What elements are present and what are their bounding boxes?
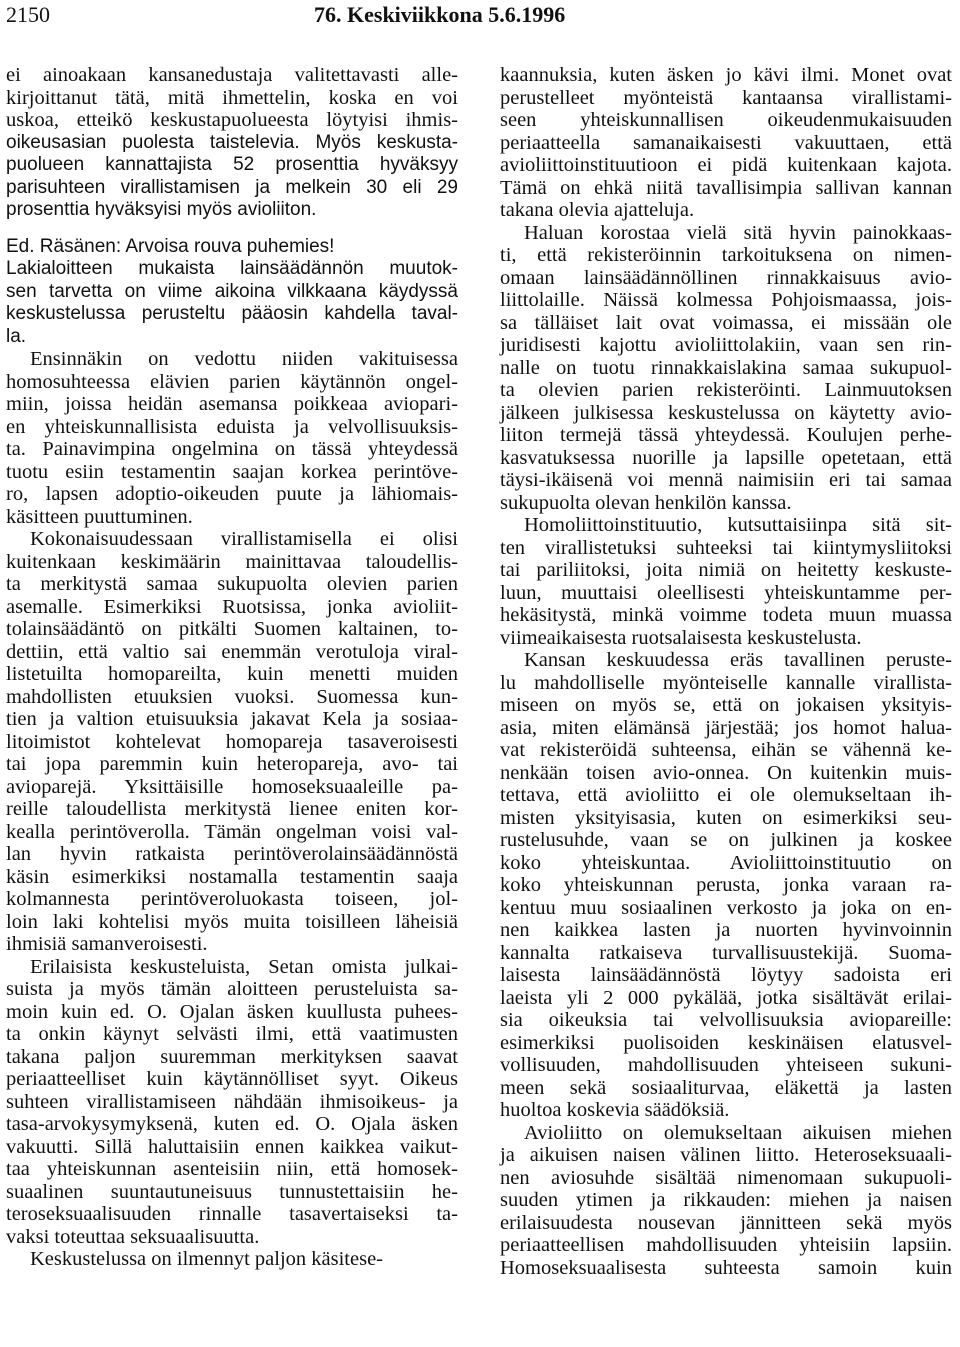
text-line: Haluan korostaa vielä sitä hyvin painokkaas- <box>524 221 952 244</box>
session-date: 76. Keskiviikkona 5.6.1996 <box>314 2 566 27</box>
text-line: täysi-ikäisenä voi mennä naimisiin eri tai samaa <box>500 469 952 491</box>
text-line: ihmisiä samanveroisesti. <box>6 933 208 955</box>
text-line: erilaisuudesta nousevan jännitteen sekä myös <box>500 1211 952 1234</box>
text-line: tien ja valtion etuisuuksia jakavat Kela ja sosiaa- <box>6 708 458 730</box>
text-line: avioliittoinstituutioon ei pidä kuitenkaan kajota. <box>500 154 952 176</box>
text-line: esimerkiksi puolisoiden keskinäisen elatusvel- <box>500 1031 952 1054</box>
text-line: sen tarvetta on viime aikoina vilkkaana käydyssä <box>6 280 458 302</box>
text-line: Lakialoitteen mukaista lainsäädännön muutok- <box>6 258 458 279</box>
text-line: Keskustelussa on ilmennyt paljon käsitese- <box>30 1248 383 1270</box>
text-line: ten virallistetuksi suhteeksi tai kiintymysliitoksi <box>500 536 952 559</box>
text-line: reille taloudellista merkitystä lienee eniten kor- <box>6 798 458 820</box>
text-line: nenkään toisen avio-onnea. On kuitenkin muis- <box>500 761 952 784</box>
text-line: en yhteiskunnallisista eduista ja velvollisuuksis- <box>6 415 458 438</box>
text-line: laeista yli 2 000 pykälää, jotka sisältävät erilai- <box>500 986 952 1009</box>
text-line: kirjoittanut tätä, mitä ihmettelin, koska en voi <box>6 86 458 109</box>
text-line: vat rekisteröidä suhteensa, eihän se vähennä ke- <box>500 739 952 761</box>
text-line: suaalinen suuntautuneisuus tunnustettaisiin he- <box>6 1180 458 1203</box>
text-line: ja aikuisen naisen välinen liitto. Heteroseksuaali- <box>500 1144 952 1166</box>
text-line: kasvatuksessa nuorille ja lapsille opetetaan, että <box>500 446 952 469</box>
text-line: periaatteella samanaikaisesti vakuuttaen, että <box>500 131 952 154</box>
text-line: taa yhteiskunnan asenteisiin niin, että homosek- <box>6 1158 458 1180</box>
text-line: tasa-arvokysymyksenä, kuten ed. O. Ojala äsken <box>6 1113 458 1135</box>
text-line: la. <box>6 325 27 347</box>
text-line: nen aviosuhde sisältää nimenomaan sukupuoli- <box>500 1166 952 1189</box>
text-line: oikeusasian puolesta taistelevia. Myös keskusta- <box>6 131 458 153</box>
text-line: sukupuolta olevan henkilön kanssa. <box>500 491 792 514</box>
text-line: listetuilta homopareilta, kuin menetti muiden <box>6 663 458 685</box>
text-line: tolainsäädäntö on pitkälti Suomen kaltainen, to- <box>6 618 458 640</box>
text-line: Erilaisista keskusteluista, Setan omista julkai- <box>30 955 458 978</box>
text-line: parisuhteen virallistamisen ja melkein 30 eli 29 <box>6 176 458 198</box>
text-line: periaatteelliset kuin käytännölliset syyt. Oikeus <box>6 1068 458 1090</box>
text-line: asemalle. Esimerkiksi Ruotsissa, jonka avioliit- <box>6 595 458 618</box>
text-line: huoltoa koskevia säädöksiä. <box>500 1099 730 1121</box>
text-line: kentuu muu sosiaalinen verkosto ja joka on en- <box>500 896 952 919</box>
text-line: puolueen kannattajista 52 prosenttia hyväksyy <box>6 154 458 175</box>
text-line: koko yhteiskuntaa. Avioliittoinstituutio on <box>500 851 952 874</box>
text-line: nen kaikkea lasten ja nuorten hyvinvoinnin <box>500 919 952 941</box>
text-line: vollisuuden, mahdollisuuden yhteiseen sukuni- <box>500 1054 952 1076</box>
text-line: tai pariliitoksi, joita nimiä on heitetty keskuste- <box>500 559 952 581</box>
text-line: seen yhteiskunnallisen oikeudenmukaisuuden <box>500 109 952 131</box>
text-line: Homoseksuaalisesta suhteesta samoin kuin <box>500 1256 952 1279</box>
text-line: prosenttia hyväksyisi myös avioliiton. <box>6 199 317 220</box>
text-line: miseen on myös se, että on jokaisen yksityis- <box>500 694 952 716</box>
text-line: ta merkitystä samaa sukupuolta olevien parien <box>6 573 458 595</box>
text-line: liiton termejä tässä yhteydessä. Koulujen perhe- <box>500 424 952 446</box>
text-line: Homoliittoinstituutio, kutsuttaisiinpa sitä sit- <box>524 514 952 536</box>
right-column <box>500 64 952 1279</box>
text-line: kaannuksia, kuten äsken jo kävi ilmi. Monet ovat <box>500 64 952 86</box>
text-line: suhteen virallistamiseen nähdään ihmisoikeus- ja <box>6 1090 458 1113</box>
text-line: kannalta ratkaiseva turvallisuustekijä. Suoma- <box>500 941 952 964</box>
text-line: suuden ytimen ja rikkauden: miehen ja naisen <box>500 1189 952 1211</box>
text-line: ta onkin käynyt selvästi ilmi, että vaatimusten <box>6 1023 458 1045</box>
text-line: kolmannesta perintöveroluokasta toiseen, jol- <box>6 888 458 910</box>
text-line: lan hyvin ratkaista perintöverolainsäädännöstä <box>6 843 458 865</box>
text-line: Kansan keskuudessa eräs tavallinen peruste- <box>524 649 952 671</box>
text-line: ti, että rekisteröinnin tarkoituksena on nimen- <box>500 244 952 266</box>
text-line: tuotu esiin testamentin saajan korkea perintöve- <box>6 460 458 483</box>
text-line: litoimistot kohtelevat homopareja tasaveroisesti <box>6 730 458 753</box>
text-line: sa tälläiset lait ovat voimassa, ei missään ole <box>500 311 952 334</box>
text-line: vaksi toteuttaa seksuaalisuutta. <box>6 1225 260 1248</box>
text-line: suista ja myös tämän aloitteen perusteluista sa- <box>6 978 458 1000</box>
text-line: perustelleet myönteistä kantaansa virallistami- <box>500 86 952 109</box>
text-line: tai jopa paremmin kuin heteropareja, avo- tai <box>6 753 458 775</box>
text-line: viimeaikaisesta ruotsalaisesta keskustelusta. <box>500 626 862 649</box>
text-line: käsin esimerkiksi nostamalla testamentin saaja <box>6 865 458 888</box>
text-line: ei ainoakaan kansanedustaja valitettavasti alle- <box>6 64 458 86</box>
text-line: kealla perintöverolla. Tämän ongelman voisi val- <box>6 820 458 843</box>
text-line: mahdollisten etuuksien vuoksi. Suomessa kun- <box>6 685 458 708</box>
text-line: moin kuin ed. O. Ojalan äsken kuullusta puhees- <box>6 1000 458 1023</box>
text-line: dettiin, että valtio sai enemmän verotuloja viral- <box>6 640 458 663</box>
text-line: meen sekä sosiaaliturvaa, eläkettä ja lasten <box>500 1076 952 1099</box>
paragraph-gap <box>6 222 458 236</box>
text-line: homosuhteessa elävien parien käytännön ongel- <box>6 370 458 393</box>
text-line: Kokonaisuudessaan virallistamisella ei olisi <box>30 528 458 550</box>
left-column <box>6 64 458 1271</box>
text-line: rustelusuhde, vaan se on julkinen ja koskee <box>500 829 952 851</box>
text-line: asia, miten elämänsä järjestää; jos homot halua- <box>500 716 952 739</box>
text-line: ta. Painavimpina ongelmina on tässä yhteydessä <box>6 438 458 460</box>
page-number: 2150 <box>6 2 50 27</box>
text-line: Ed. Räsänen: Arvoisa rouva puhemies! <box>6 235 335 257</box>
text-line: jälkeen julkisessa keskustelussa on käytetty avio- <box>500 401 952 424</box>
text-line: avioparejä. Yksittäisille homoseksuaaleille pa- <box>6 775 458 798</box>
text-line: miin, joissa heidän asemansa poikkeaa aviopari- <box>6 393 458 415</box>
text-line: takana olevia ajatteluja. <box>500 199 695 221</box>
text-line: teroseksuaalisuuden rinnalle tasavertaiseksi ta- <box>6 1203 458 1225</box>
text-line: Tämä on ehkä niitä tavallisimpia sallivan kannan <box>500 176 952 199</box>
text-line: laisesta lainsäädännöstä löytyy sadoista eri <box>500 964 952 986</box>
text-line: ta olevien parien rekisteröinti. Lainmuutoksen <box>500 379 952 401</box>
text-line: lu mahdolliselle myönteiselle kannalle virallista- <box>500 671 952 694</box>
text-line: omaan lainsäädännöllinen rinnakkaisuus avio- <box>500 266 952 289</box>
text-line: kuitenkaan keskimäärin mainittavaa taloudellis- <box>6 550 458 573</box>
text-line: vakuutti. Sillä haluttaisiin ennen kaikkea vaikut- <box>6 1135 458 1158</box>
text-line: loin laki kohtelisi myös muita toisilleen läheisiä <box>6 910 458 933</box>
text-line: periaatteellisen mahdollisuuden yhteisiin lapsiin. <box>500 1234 952 1256</box>
page-header <box>6 0 954 32</box>
text-line: misten yksityisasia, kuten on esimerkiksi seu- <box>500 806 952 829</box>
text-line: Avioliitto on olemukseltaan aikuisen miehen <box>524 1121 952 1144</box>
text-line: takana paljon suuremman merkityksen saavat <box>6 1045 458 1068</box>
text-line: sia oikeuksia tai velvollisuuksia aviopareille: <box>500 1009 952 1031</box>
text-line: juridisesti kajottu avioliittolakiin, vaan sen rin- <box>500 334 952 356</box>
text-line: luun, muuttaisi oleellisesti yhteiskuntamme per- <box>500 581 952 604</box>
text-line: hekäsitystä, minkä voimme todeta muun muassa <box>500 604 952 626</box>
text-line: tettava, että avioliitto ei ole olemukseltaan ih- <box>500 784 952 806</box>
text-line: Ensinnäkin on vedottu niiden vakituisessa <box>30 348 458 370</box>
text-line: liittolaille. Näissä kolmessa Pohjoismaassa, jois- <box>500 289 952 311</box>
text-line: keskustelussa perusteltu pääosin kahdella taval- <box>6 303 458 324</box>
text-line: uskoa, etteikö keskustapuolueesta löytyisi ihmis- <box>6 109 458 131</box>
text-line: nalle on tuotu rinnakkaislakina samaa sukupuol- <box>500 356 952 379</box>
text-line: käsitteen puuttuminen. <box>6 505 193 528</box>
text-line: koko yhteiskunnan perusta, jonka varaan ra- <box>500 874 952 896</box>
text-line: ro, lapsen adoptio-oikeuden puute ja lähiomais- <box>6 483 458 505</box>
